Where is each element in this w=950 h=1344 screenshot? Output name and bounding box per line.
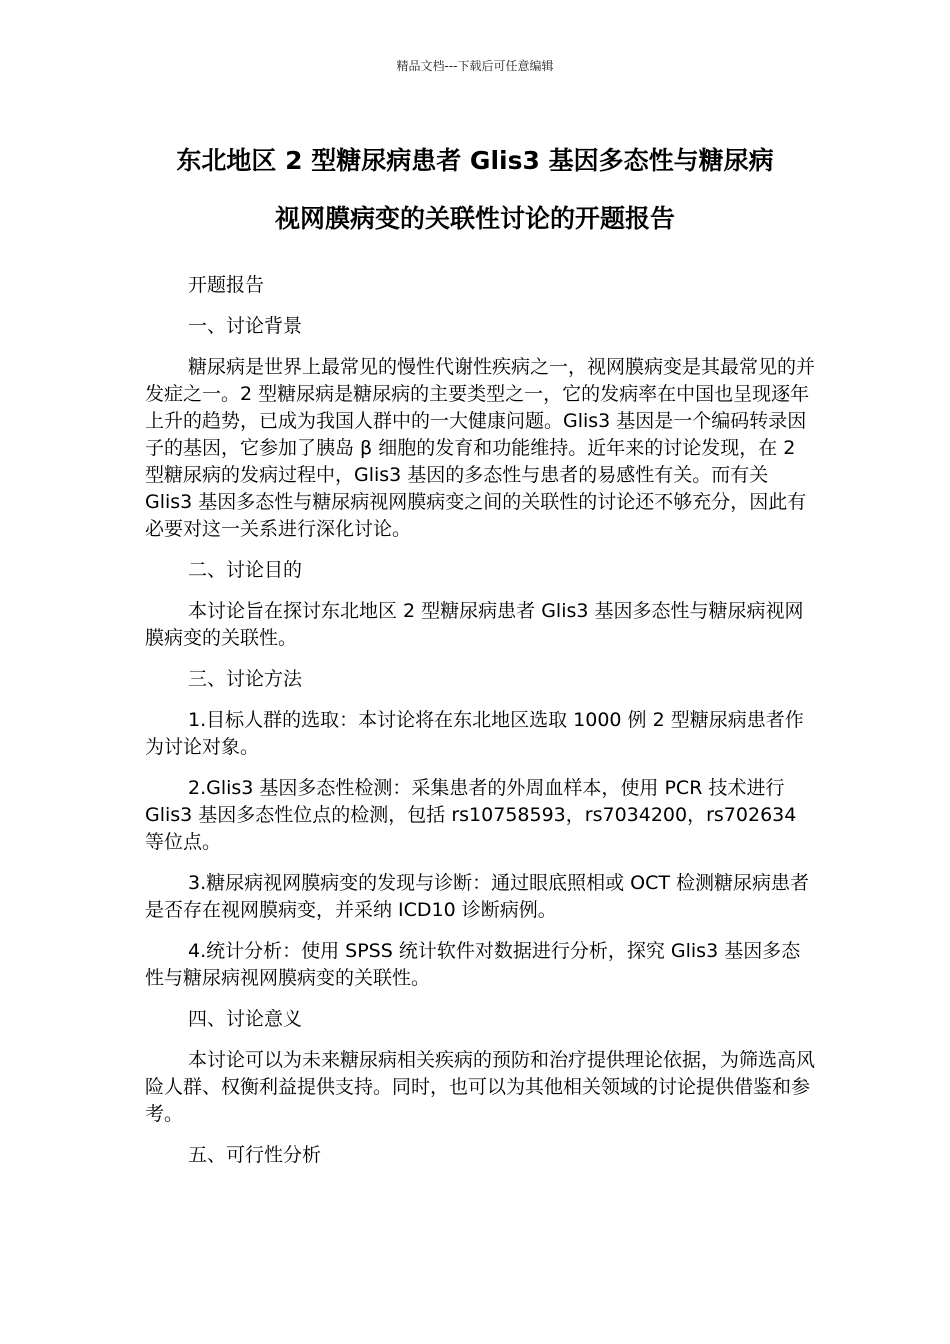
paragraph-method-4: 4.统计分析：使用 SPSS 统计软件对数据进行分析，探究 Glis3 基因多态性与糖尿病视网膜病变的关联性。	[145, 940, 801, 989]
section-heading-purpose: 二、讨论目的	[188, 559, 303, 581]
document-title-line-1: 东北地区 2 型糖尿病患者 Glis3 基因多态性与糖尿病	[176, 146, 774, 175]
paragraph-significance: 本讨论可以为未来糖尿病相关疾病的预防和治疗提供理论依据，为筛选高风险人群、权衡利益提供支持。同时，也可以为其他相关领域的讨论提供借鉴和参考。	[145, 1049, 816, 1125]
paragraph-method-2: 2.Glis3 基因多态性检测：采集患者的外周血样本，使用 PCR 技术进行 Glis3 基因多态性位点的检测，包括 rs10758593，rs7034200，rs702634 等位点。	[145, 777, 797, 853]
document-title-line-2: 视网膜病变的关联性讨论的开题报告	[274, 204, 675, 233]
document-title	[95, 132, 855, 248]
section-heading-methods: 三、讨论方法	[188, 668, 303, 690]
page-header: 精品文档---下载后可任意编辑	[396, 59, 554, 73]
report-label: 开题报告	[188, 274, 265, 296]
paragraph-method-1: 1.目标人群的选取：本讨论将在东北地区选取 1000 例 2 型糖尿病患者作为讨论对象。	[145, 709, 804, 758]
section-heading-significance: 四、讨论意义	[188, 1008, 303, 1030]
section-heading-background: 一、讨论背景	[188, 315, 303, 337]
paragraph-method-3: 3.糖尿病视网膜病变的发现与诊断：通过眼底照相或 OCT 检测糖尿病患者是否存在视网膜病变，并采纳 ICD10 诊断病例。	[145, 872, 810, 921]
paragraph-purpose: 本讨论旨在探讨东北地区 2 型糖尿病患者 Glis3 基因多态性与糖尿病视网膜病变的关联性。	[145, 600, 804, 649]
section-heading-feasibility: 五、可行性分析	[188, 1144, 322, 1166]
document-body	[145, 272, 815, 1183]
paragraph-background: 糖尿病是世界上最常见的慢性代谢性疾病之一，视网膜病变是其最常见的并发症之一。2 型糖尿病是糖尿病的主要类型之一，它的发病率在中国也呈现逐年上升的趋势，已成为我国人群中的一大健康问题。Glis3 基因是一个编码转录因子的基因，它参加了胰岛 β 细胞的发育和功能维持。近年来的讨论发现，在 2 型糖尿病的发病过程中，Glis3 基因的多态性与患者的易感性有关。而有关 Glis3 基因多态性与糖尿病视网膜病变之间的关联性的讨论还不够充分，因此有必要对这一关系进行深化讨论。	[145, 356, 816, 540]
